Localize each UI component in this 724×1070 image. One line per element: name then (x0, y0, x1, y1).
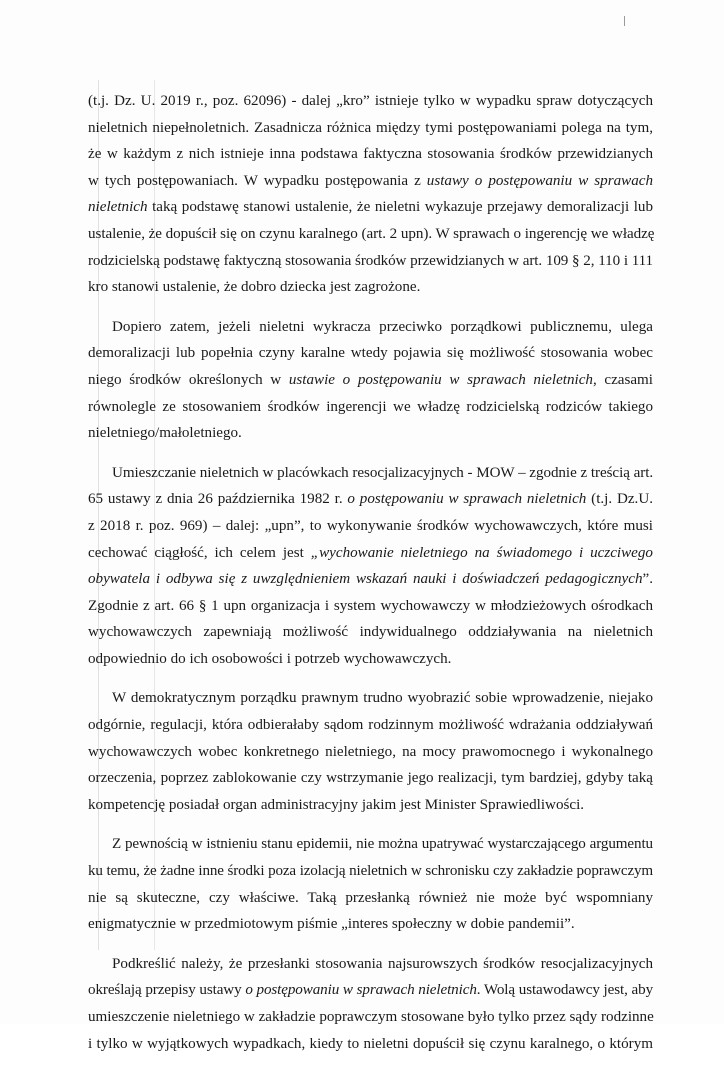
line-text: demoralizacji lub popełnia czyny karalne wtedy pojawia się możliwość stosowania wobec (88, 345, 653, 362)
text-line (88, 792, 653, 819)
paragraph (88, 314, 653, 447)
text-line (88, 646, 653, 673)
line-text: Podkreślić należy, że przesłanki stosowania najsurowszych środków resocjalizacyjnych (112, 955, 653, 972)
text-line (88, 712, 653, 739)
line-text-italic: o postępowaniu w sprawach nieletnich (347, 491, 587, 508)
text-line (88, 885, 653, 912)
text-line (88, 831, 653, 858)
line-text: orzeczenia, poprzez zablokowanie czy wstrzymanie jego realizacji, tym bardziej, gdyby taką (88, 770, 653, 787)
line-text: że w każdym z nich istnieje inna podstawa faktyczna stosowania środków przewidzianych (88, 146, 653, 163)
text-line (88, 394, 653, 421)
line-text: odpowiednio do ich osobowości i potrzeb wychowawczych. (88, 650, 452, 667)
line-text-italic: ustawie o postępowaniu w sprawach nieletnich (288, 371, 593, 388)
line-text-italic: „wychowanie nieletniego na świadomego i uczciwego (310, 544, 653, 561)
line-text: z 2018 r. poz. 969) – dalej: „upn”, to wykonywanie środków wychowawczych, które musi (88, 517, 653, 534)
line-text: cechować ciągłość, ich celem jest (88, 544, 311, 561)
line-text-italic: obywatela i odbywa się z uwzględnieniem wskazań nauki i doświadczeń pedagogicznych (88, 571, 643, 588)
line-text: kompetencję posiadał organ administracyjny jakim jest Minister Sprawiedliwości. (88, 796, 585, 813)
line-text: (t.j. Dz. U. 2019 r., poz. 62096) - dalej „kro” istnieje tylko w wypadku spraw dotyczących (88, 93, 653, 109)
text-line (88, 115, 653, 142)
text-line (88, 141, 653, 168)
line-text-italic: nieletnich (88, 199, 148, 216)
text-line (88, 1031, 653, 1058)
paragraph (88, 88, 653, 301)
text-line (88, 367, 653, 394)
text-line (88, 194, 653, 221)
text-line (88, 619, 653, 646)
line-text: niego środków określonych w (88, 371, 289, 388)
line-text: Zgodnie z art. 66 § 1 upn organizacja i system wychowawczy w młodzieżowych ośrodkach (88, 597, 653, 614)
text-line (88, 739, 653, 766)
text-line (88, 420, 653, 447)
line-text: ”. (642, 571, 653, 588)
text-line (88, 314, 653, 341)
text-line (88, 765, 653, 792)
line-text: Z pewnością w istnieniu stanu epidemii, nie można upatrywać wystarczającego argumentu (112, 836, 653, 853)
line-text: kro stanowi ustalenie, że dobro dziecka jest zagrożone. (88, 279, 421, 296)
text-line (88, 566, 653, 593)
text-line (88, 1004, 653, 1031)
paragraph (88, 951, 653, 1057)
line-text: równolegle ze stosowaniem środków ingerencji we władzę rodzicielską rodziców takiego (88, 398, 653, 415)
line-text: 65 ustawy z dnia 26 października 1982 r. (88, 491, 348, 508)
line-text: Umieszczanie nieletnich w placówkach resocjalizacyjnych - MOW – zgodnie z treścią art. (112, 464, 654, 481)
line-text: odgórnie, regulacji, która odbierałaby sądom rodzinnym możliwość wdrażania oddziaływań (88, 717, 653, 734)
line-text: i tylko w wyjątkowych wypadkach, kiedy to nieletni dopuścił się czynu karalnego, o którym (88, 1035, 653, 1052)
line-text: W demokratycznym porządku prawnym trudno wyobrazić sobie wprowadzenie, niejako (112, 690, 653, 707)
text-line (88, 274, 653, 301)
line-text: , czasami (592, 371, 653, 388)
text-line (88, 340, 653, 367)
line-text: określają przepisy ustawy (88, 982, 246, 999)
line-text: wychowawczych wobec konkretnego nieletniego, na mocy prawomocnego i wykonalnego (88, 743, 653, 760)
line-text: . Wolą ustawodawcy jest, aby (476, 982, 654, 999)
text-line (88, 593, 653, 620)
text-line (88, 513, 653, 540)
text-line (88, 911, 653, 938)
text-line (88, 951, 653, 978)
text-line (88, 168, 653, 195)
text-line (88, 977, 653, 1004)
line-text: wychowawczych zapewniają możliwość indywidualnego oddziaływania na nieletnich (88, 624, 653, 641)
line-text: Dopiero zatem, jeżeli nieletni wykracza przeciwko porządkowi publicznemu, ulega (112, 318, 653, 335)
text-line (88, 88, 653, 115)
text-line (88, 486, 653, 513)
line-text: rodzicielską podstawę faktyczną stosowania środków przewidzianych w art. 109 § 2, 110 i 111 (88, 252, 653, 269)
text-line (88, 460, 653, 487)
line-text: ustalenie, że dopuścił się on czynu karalnego (art. 2 upn). W sprawach o ingerencję we władzę (88, 225, 655, 242)
text-line (88, 540, 653, 567)
line-text: w tych postępowaniach. W wypadku postępowania z (88, 172, 427, 189)
text-line (88, 685, 653, 712)
line-text: nieletniego/małoletniego. (88, 425, 242, 442)
paragraph (88, 460, 653, 673)
text-line (88, 858, 653, 885)
text-line (88, 221, 653, 248)
line-text: ku temu, że żadne inne środki poza izolacją nieletnich w schronisku czy zakładzie poprawczym (88, 863, 653, 880)
paragraph (88, 685, 653, 818)
paragraph (88, 831, 653, 937)
line-text-italic: ustawy o postępowaniu w sprawach (426, 172, 653, 189)
text-line (88, 248, 653, 275)
line-text: umieszczenie nieletniego w zakładzie poprawczym stosowane było tylko przez sądy rodzinne (88, 1009, 654, 1025)
line-text: nieletnich niepełnoletnich. Zasadnicza różnica między tymi postępowaniami polega na tym, (88, 119, 653, 136)
line-text: (t.j. Dz.U. (586, 491, 653, 508)
line-text: nie są skuteczne, czy właściwe. Taką przesłanką również nie może być wspomniany (88, 889, 653, 906)
line-text: taką podstawę stanowi ustalenie, że nieletni wykazuje przejawy demoralizacji lub (147, 199, 653, 216)
line-text-italic: o postępowaniu w sprawach nieletnich (245, 982, 477, 999)
scan-mark (624, 16, 625, 26)
document-body (88, 88, 653, 1070)
line-text: enigmatycznie w przedmiotowym piśmie „interes społeczny w dobie pandemii”. (88, 916, 575, 933)
